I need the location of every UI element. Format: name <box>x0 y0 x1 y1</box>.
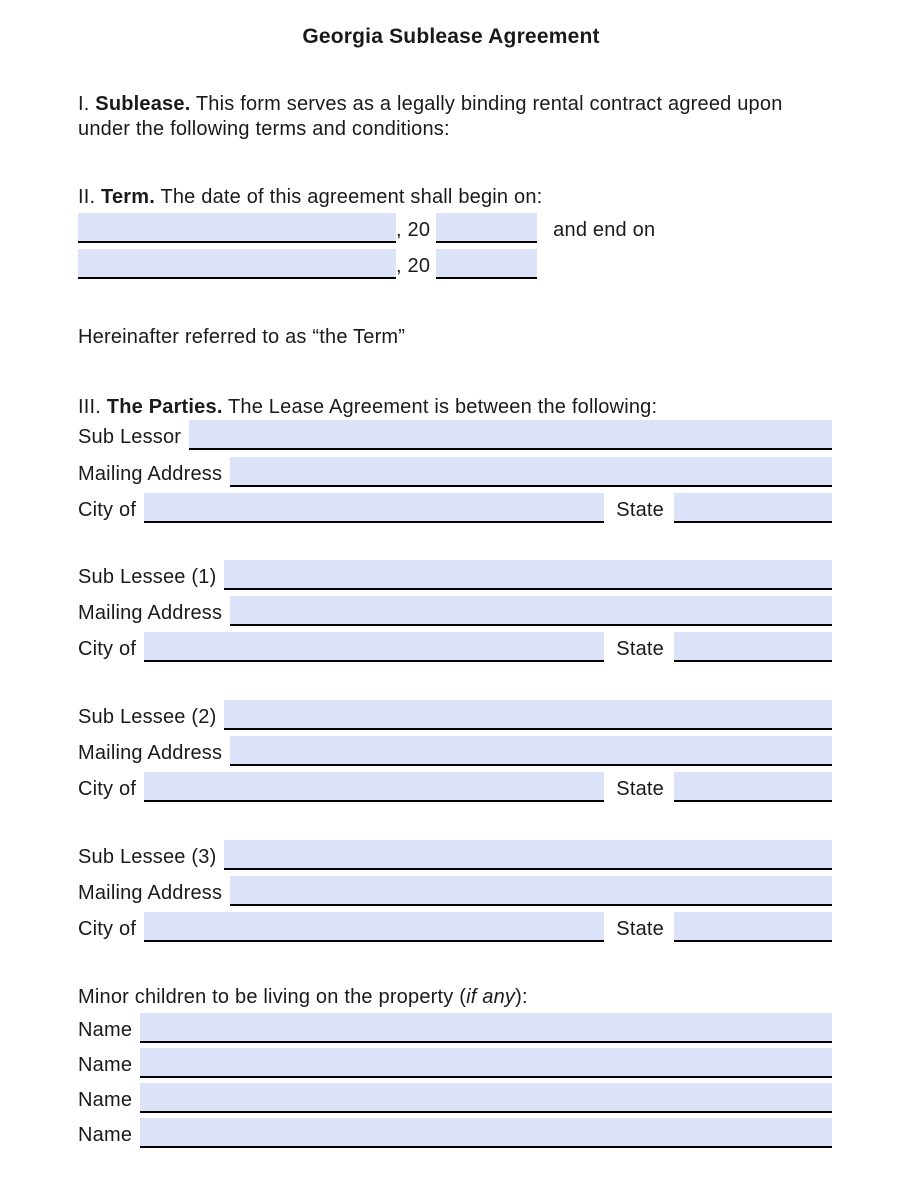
sub-lessee-3-city-input[interactable] <box>144 912 604 942</box>
state-label: State <box>616 918 664 940</box>
and-end-on-label: and end on <box>553 219 656 241</box>
minor-name-row-1 <box>78 1011 832 1043</box>
sub-lessee-2-name-input[interactable] <box>224 700 832 730</box>
city-of-label: City of <box>78 778 137 800</box>
minor-name-row-2 <box>78 1046 832 1078</box>
section-sublease <box>78 92 804 142</box>
sub-lessee-3-label: Sub Lessee (3) <box>78 846 217 868</box>
minor-name-input-3[interactable] <box>140 1083 832 1113</box>
name-label: Name <box>78 1124 133 1146</box>
comma-20-label: , 20 <box>396 255 431 277</box>
section-parties-numeral: III. <box>78 396 102 418</box>
sub-lessee-2-city-state-row <box>78 770 832 802</box>
mailing-address-label: Mailing Address <box>78 602 223 624</box>
sub-lessor-city-input[interactable] <box>144 493 604 523</box>
section-sublease-numeral: I. <box>78 93 90 115</box>
sub-lessee-3-mailing-row <box>78 874 832 906</box>
minor-name-row-3 <box>78 1081 832 1113</box>
sub-lessor-mailing-row <box>78 455 832 487</box>
document-title: Georgia Sublease Agreement <box>302 25 600 48</box>
sub-lessor-state-input[interactable] <box>674 493 832 523</box>
minor-name-input-1[interactable] <box>140 1013 832 1043</box>
hereinafter-note: Hereinafter referred to as “the Term” <box>78 326 406 348</box>
if-any-italic: if any <box>466 986 516 1008</box>
section-sublease-body: This form serves as a legally binding rental contract agreed upon under the following terms and conditions: <box>78 93 783 140</box>
mailing-address-label: Mailing Address <box>78 742 223 764</box>
start-date-input[interactable] <box>78 213 396 243</box>
sub-lessee-2-state-input[interactable] <box>674 772 832 802</box>
comma-20-label: , 20 <box>396 219 431 241</box>
minor-name-row-4 <box>78 1116 832 1148</box>
minor-children-intro-suffix: ): <box>515 986 528 1008</box>
city-of-label: City of <box>78 918 137 940</box>
sub-lessor-mailing-input[interactable] <box>230 457 832 487</box>
state-label: State <box>616 778 664 800</box>
sub-lessee-2-mailing-row <box>78 734 832 766</box>
name-label: Name <box>78 1019 133 1041</box>
sub-lessee-2-label: Sub Lessee (2) <box>78 706 217 728</box>
end-date-input[interactable] <box>78 249 396 279</box>
city-of-label: City of <box>78 638 137 660</box>
term-start-row <box>78 211 663 243</box>
sub-lessee-2-row <box>78 698 832 730</box>
sub-lessee-3-name-input[interactable] <box>224 840 832 870</box>
section-sublease-heading: Sublease. <box>95 93 191 115</box>
sub-lessee-1-mailing-row <box>78 594 832 626</box>
minor-name-input-2[interactable] <box>140 1048 832 1078</box>
mailing-address-label: Mailing Address <box>78 882 223 904</box>
section-term-heading-text: Term. <box>101 186 156 208</box>
section-term-numeral: II. <box>78 186 96 208</box>
sub-lessee-2-city-input[interactable] <box>144 772 604 802</box>
sub-lessee-1-state-input[interactable] <box>674 632 832 662</box>
name-label: Name <box>78 1054 133 1076</box>
section-term-body: The date of this agreement shall begin on: <box>160 186 543 208</box>
sub-lessee-1-city-state-row <box>78 630 832 662</box>
sub-lessor-name-input[interactable] <box>189 420 832 450</box>
sub-lessee-1-name-input[interactable] <box>224 560 832 590</box>
start-year-input[interactable] <box>436 213 537 243</box>
sub-lessee-2-mailing-input[interactable] <box>230 736 832 766</box>
sub-lessee-3-row <box>78 838 832 870</box>
sub-lessee-3-state-input[interactable] <box>674 912 832 942</box>
sub-lessee-3-city-state-row <box>78 910 832 942</box>
state-label: State <box>616 499 664 521</box>
minor-children-intro: Minor children to be living on the property ( <box>78 986 467 1008</box>
end-year-input[interactable] <box>436 249 537 279</box>
sub-lessee-1-mailing-input[interactable] <box>230 596 832 626</box>
mailing-address-label: Mailing Address <box>78 463 223 485</box>
sub-lessee-3-mailing-input[interactable] <box>230 876 832 906</box>
sub-lessee-1-city-input[interactable] <box>144 632 604 662</box>
sub-lessor-row <box>78 418 832 450</box>
section-term-heading <box>78 185 804 210</box>
section-parties-heading-text: The Parties. <box>106 396 223 418</box>
sub-lessor-city-state-row <box>78 491 832 523</box>
minor-name-input-4[interactable] <box>140 1118 832 1148</box>
sub-lessee-1-row <box>78 558 832 590</box>
sub-lessee-1-label: Sub Lessee (1) <box>78 566 217 588</box>
minor-children-heading <box>78 985 804 1010</box>
sub-lessor-label: Sub Lessor <box>78 426 182 448</box>
name-label: Name <box>78 1089 133 1111</box>
section-parties-heading <box>78 395 804 420</box>
city-of-label: City of <box>78 499 137 521</box>
state-label: State <box>616 638 664 660</box>
term-end-row <box>78 247 537 279</box>
section-parties-body: The Lease Agreement is between the following: <box>227 396 658 418</box>
